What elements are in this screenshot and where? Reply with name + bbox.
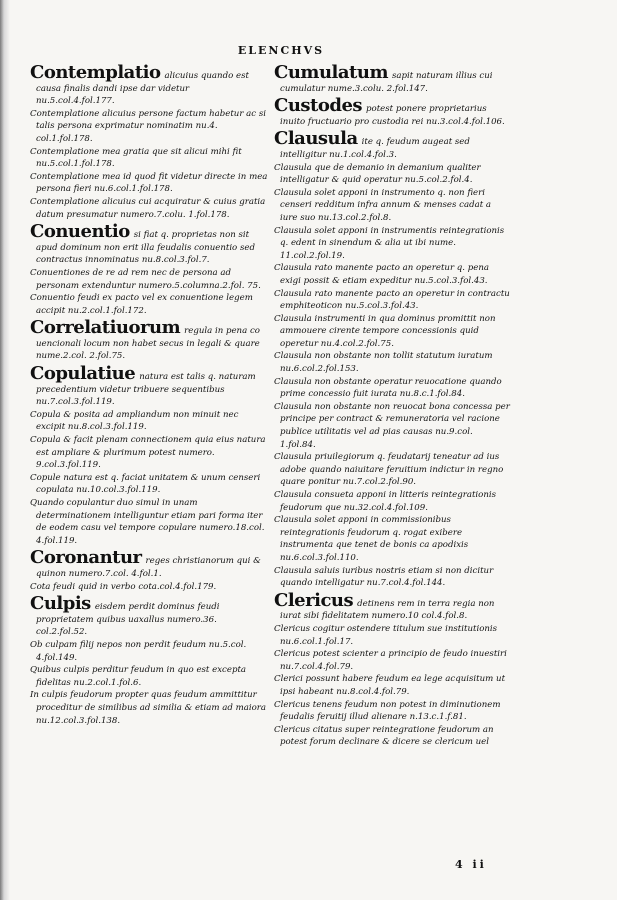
index-entry: [274, 262, 510, 287]
index-entry: [274, 288, 510, 313]
index-entry: [30, 267, 268, 292]
index-entry-text: Conuentio feudi ex pacto vel ex conuentione legem accipit nu.2.col.1.fol.172.: [30, 293, 253, 316]
index-headword: Contemplatio: [30, 62, 161, 83]
page-gutter-shadow: [0, 0, 10, 900]
index-entry: [30, 64, 268, 108]
index-entry: [274, 187, 510, 225]
index-entry: [274, 64, 510, 95]
index-entry-text: Cota feudi quid in verbo cota.col.4.fol.179.: [30, 581, 217, 592]
index-entry: [30, 223, 268, 267]
index-entry: [30, 171, 268, 196]
index-entry-text: Contemplatione mea gratia que sit alicui mihi fit nu.5.col.1.fol.178.: [30, 146, 242, 170]
index-entry-text: Clausula non obstante non tollit statutum iuratum nu.6.col.2.fol.153.: [274, 351, 493, 375]
index-entry: [274, 350, 510, 375]
index-entry-text: In culpis feudorum propter quas feudum ammittitur proceditur de similibus ad similia & etiam ad maiora nu.12.col.3.fol.138.: [30, 690, 267, 726]
left-index-column: [30, 62, 268, 727]
index-entry: [274, 648, 510, 673]
index-entry: [274, 673, 510, 698]
index-headword: Custodes: [274, 95, 363, 117]
index-entry-text: Clausula non obstante operatur reuocatione quando prime concessio fuit iurata nu.8.c.1.fol.84.: [274, 376, 502, 400]
index-entry: [30, 472, 268, 497]
index-entry-text: eisdem perdit dominus feudi proprietatem quibus uaxallus numero.36. col.2.fol.52.: [36, 602, 220, 638]
index-headword: Cumulatum: [274, 62, 388, 83]
index-headword: Clericus: [274, 589, 354, 611]
index-entry: [30, 434, 268, 472]
index-entry: [274, 130, 510, 161]
index-entry-text: Conuentiones de re ad rem nec de persona ad personam extenduntur numero.5.columna.2.fol. 75.: [30, 267, 261, 291]
index-entry: [30, 639, 268, 664]
index-entry-text: Clausula saluis iuribus nostris etiam si non dicitur quando intelligatur nu.7.col.4.fol.144.: [274, 565, 494, 589]
index-entry-text: si fiat q. proprietas non sit apud dominum non erit illa feudalis conuentio sed contractus innominatus nu.8.col.3.fol.7.: [36, 230, 255, 266]
index-entry: [274, 97, 510, 128]
index-entry: [274, 623, 510, 648]
index-entry: [30, 497, 268, 547]
index-entry-text: reges christianorum qui & quinon numero.7.col. 4.fol.1.: [36, 556, 261, 579]
index-entry-text: detinens rem in terra regia non iurat sibi fidelitatem numero.10 col.4.fol.8.: [280, 598, 495, 622]
index-entry: [274, 451, 510, 489]
index-entry: [274, 401, 510, 451]
index-entry-text: Clausula solet apponi in commissionibus reintegrationis feudorum q. rogat exibere instrumenta que tenet de bonis ca apodixis nu.6.col.3.fol.110.: [274, 515, 469, 563]
right-index-column: [274, 62, 510, 749]
index-entry-text: Copula & facit plenam connectionem quia eius natura est ampliare & plurimum potest numero. 9.col.3.fol.119.: [30, 435, 266, 471]
index-entry: [30, 581, 268, 594]
index-entry-text: sapit naturam illius cui cumulatur nume.3.colu. 2.fol.147.: [280, 71, 493, 94]
index-entry: [274, 489, 510, 514]
running-header: ELENCHVS: [237, 44, 325, 57]
index-entry-text: Clausula solet apponi in instrumento q. non fieri censeri redditum infra annum & menses cadat a iure suo nu.13.col.2.fol.8.: [274, 187, 492, 223]
index-entry: [274, 376, 510, 401]
index-entry: [30, 108, 268, 146]
index-entry-text: Clericus potest scienter a principio de feudo inuestiri nu.7.col.4.fol.79.: [274, 649, 507, 672]
index-headword: Coronantur: [30, 547, 142, 569]
index-entry: [274, 565, 510, 590]
index-entry-text: Clericus citatus super reintegratione feudorum an potest forum declinare & dicere se clericum uel: [274, 724, 494, 748]
index-entry-text: natura est talis q. naturam precedentium videtur tribuere sequentibus nu.7.col.3.fol.119.: [36, 372, 256, 408]
index-entry-text: Clausula solet apponi in instrumentis reintegrationis q. edent in sinendum & alia ut ibi nume. 11.col.2.fol.19.: [274, 225, 505, 261]
index-entry-text: Copule natura est q. faciat unitatem & unum censeri copulata nu.10.col.3.fol.119.: [30, 472, 261, 496]
index-headword: Clausula: [274, 128, 358, 150]
index-headword: Culpis: [30, 593, 91, 615]
index-entry: [30, 196, 268, 221]
index-headword: Correlatiuorum: [30, 317, 181, 339]
index-entry-text: ite q. feudum augeat sed intelligitur nu.1.col.4.fol.3.: [280, 137, 470, 160]
index-entry-text: potest ponere proprietarius inuito fructuario pro custodia rei nu.3.col.4.fol.106.: [280, 104, 505, 127]
index-entry: [30, 409, 268, 434]
index-entry-text: Contemplatione alicuius persone factum habetur ac si talis persona exprimatur nominatim nu.4. col.1.fol.178.: [30, 108, 266, 144]
index-entry-text: Quando copulantur duo simul in unam determinationem intelliguntur etiam pari forma iter de eodem casu vel tempore copulare numero.18.col. 4.fol.119.: [30, 498, 265, 546]
index-entry: [30, 595, 268, 639]
index-entry-text: Contemplatione alicuius cui acquiratur & cuius gratia datum presumatur numero.7.colu. 1.fol.178.: [30, 196, 266, 220]
index-entry-text: Clausula instrumenti in qua dominus promittit non ammouere cirente tempore concessionis quid operetur nu.4.col.2.fol.75.: [274, 313, 496, 349]
index-entry: [274, 162, 510, 187]
index-entry-text: Quibus culpis perditur feudum in quo est excepta fidelitas nu.2.col.1.fol.6.: [30, 665, 247, 688]
index-entry: [30, 365, 268, 409]
index-entry-text: Clausula non obstante non reuocat bona concessa per principe per contract & remuneratoria vel racione publice utilitatis vel ad pias causas nu.9.col. 1.fol.84.: [274, 401, 510, 450]
index-entry-text: Clericus tenens feudum non potest in diminutionem feudalis feruitij illud alienare n.13.c.1.f.81.: [274, 699, 501, 723]
index-entry-text: Clausula que de demanio in demanium qualiter intelligatur & quid operatur nu.5.col.2.fol.4.: [274, 162, 481, 186]
index-entry-text: Contemplatione mea id quod fit videtur directe in mea persona fieri nu.6.col.1.fol.178.: [30, 171, 268, 195]
index-entry: [30, 689, 268, 727]
index-headword: Conuentio: [30, 221, 130, 243]
index-entry: [274, 225, 510, 263]
index-entry: [274, 589, 510, 623]
index-entry: [274, 699, 510, 724]
index-entry: [30, 319, 268, 363]
index-entry-text: Clerici possunt habere feudum ea lege acquisitum ut ipsi habeant nu.8.col.4.fol.79.: [274, 674, 506, 697]
index-entry-text: Clausula consueta apponi in litteris reintegrationis feudorum que nu.32.col.4.fol.109.: [274, 490, 497, 513]
index-entry-text: Copula & posita ad ampliandum non minuit nec excipit nu.8.col.3.fol.119.: [30, 409, 239, 433]
index-entry: [274, 724, 510, 749]
index-entry-text: Clausula priuilegiorum q. feudatarij teneatur ad ius adobe quando naiuitare feruitium indictur in regno quare ponitur nu.7.col.2.fol.90.: [274, 452, 504, 488]
index-entry: [30, 549, 268, 580]
index-entry: [274, 313, 510, 351]
index-entry: [30, 146, 268, 171]
index-entry-text: alicuius quando est causa finalis dandi ipse dar videtur nu.5.col.4.fol.177.: [36, 71, 249, 107]
index-entry-text: Clausula rato manente pacto an operetur q. pena exigi possit & etiam expeditur nu.5.col.3.fol.43.: [274, 263, 489, 286]
index-entry-text: Ob culpam filij nepos non perdit feudum nu.5.col. 4.fol.149.: [30, 639, 247, 663]
index-entry: [30, 664, 268, 689]
index-entry-text: regula in pena co uencionali locum non habet secus in legali & quare nume.2.col. 2.fol.75.: [36, 326, 260, 362]
signature-mark: 4 ii: [455, 858, 487, 871]
index-headword: Copulatiue: [30, 363, 136, 385]
index-entry-text: Clausula rato manente pacto an operetur in contractu emphiteoticon nu.5.col.3.fol.43.: [274, 288, 510, 312]
index-entry-text: Clericus cogitur ostendere titulum sue institutionis nu.6.col.1.fol.17.: [274, 623, 498, 647]
index-entry: [274, 514, 510, 564]
index-entry: [30, 292, 268, 317]
